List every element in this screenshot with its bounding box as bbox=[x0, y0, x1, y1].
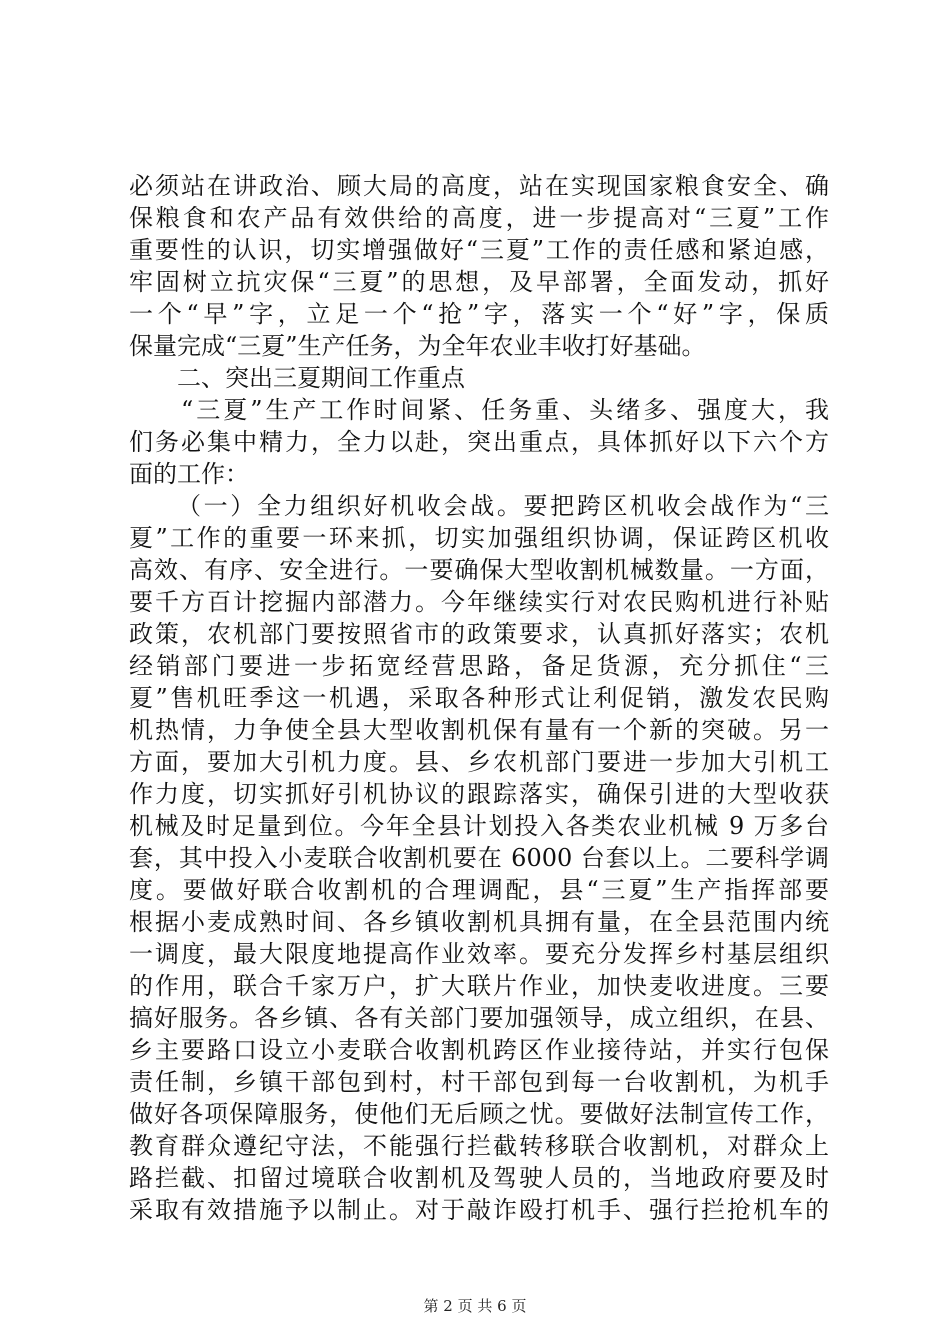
text-line: 一调度，最大限度地提高作业效率。要充分发挥乡村基层组织 bbox=[129, 940, 829, 968]
body-text bbox=[129, 170, 829, 1226]
section-heading: 二、突出三夏期间工作重点 bbox=[177, 364, 465, 392]
text-line: 夏”工作的重要一环来抓，切实加强组织协调，保证跨区机收 bbox=[129, 524, 829, 552]
text-line: 方面，要加大引机力度。县、乡农机部门要进一步加大引机工 bbox=[129, 748, 829, 776]
text-line: 保粮食和农产品有效供给的高度，进一步提高对“三夏”工作 bbox=[129, 204, 829, 232]
text-line: 做好各项保障服务，使他们无后顾之忧。要做好法制宣传工作， bbox=[129, 1100, 829, 1128]
page-number-footer: 第 2 页 共 6 页 bbox=[423, 1297, 527, 1315]
text-line: 路拦截、扣留过境联合收割机及驾驶人员的，当地政府要及时 bbox=[129, 1164, 829, 1192]
text-line: 重要性的认识，切实增强做好“三夏”工作的责任感和紧迫感， bbox=[129, 236, 829, 264]
text-line: 牢固树立抗灾保“三夏”的思想，及早部署，全面发动，抓好 bbox=[129, 268, 829, 296]
text-line: 保量完成“三夏”生产任务，为全年农业丰收打好基础。 bbox=[129, 332, 706, 360]
text-line: 作力度，切实抓好引机协议的跟踪落实，确保引进的大型收获 bbox=[129, 780, 829, 808]
subsection-heading: （一）全力组织好机收会战。要把跨区机收会战作为“三 bbox=[177, 492, 829, 520]
text-line: 机热情，力争使全县大型收割机保有量有一个新的突破。另一 bbox=[129, 716, 829, 744]
text-line: 必须站在讲政治、顾大局的高度，站在实现国家粮食安全、确 bbox=[129, 172, 829, 200]
text-line: 夏”售机旺季这一机遇，采取各种形式让利促销，激发农民购 bbox=[129, 684, 829, 712]
text-line: 采取有效措施予以制止。对于敲诈殴打机手、强行拦抢机车的 bbox=[129, 1196, 829, 1224]
text-line: 高效、有序、安全进行。一要确保大型收割机械数量。一方面， bbox=[129, 556, 829, 584]
text-line: 教育群众遵纪守法，不能强行拦截转移联合收割机，对群众上 bbox=[129, 1132, 829, 1160]
text-line: 机械及时足量到位。今年全县计划投入各类农业机械 9 万多台 bbox=[129, 812, 829, 840]
text-line: 责任制，乡镇干部包到村，村干部包到每一台收割机，为机手 bbox=[129, 1068, 829, 1096]
text-line: 们务必集中精力，全力以赴，突出重点，具体抓好以下六个方 bbox=[129, 428, 829, 456]
text-line: “三夏”生产工作时间紧、任务重、头绪多、强度大，我 bbox=[181, 396, 829, 424]
text-line: 乡主要路口设立小麦联合收割机跨区作业接待站，并实行包保 bbox=[129, 1036, 829, 1064]
text-line: 一个“早”字，立足一个“抢”字，落实一个“好”字，保质 bbox=[129, 300, 829, 328]
text-line: 要千方百计挖掘内部潜力。今年继续实行对农民购机进行补贴 bbox=[129, 588, 829, 616]
text-line: 搞好服务。各乡镇、各有关部门要加强领导，成立组织，在县、 bbox=[129, 1004, 829, 1032]
text-line: 的作用，联合千家万户，扩大联片作业，加快麦收进度。三要 bbox=[129, 972, 829, 1000]
text-line: 政策，农机部门要按照省市的政策要求，认真抓好落实；农机 bbox=[129, 620, 829, 648]
text-line: 度。要做好联合收割机的合理调配，县“三夏”生产指挥部要 bbox=[129, 876, 829, 904]
text-line: 面的工作： bbox=[129, 460, 249, 488]
text-line: 根据小麦成熟时间、各乡镇收割机具拥有量，在全县范围内统 bbox=[129, 908, 829, 936]
text-line: 经销部门要进一步拓宽经营思路，备足货源，充分抓住“三 bbox=[129, 652, 829, 680]
text-line: 套，其中投入小麦联合收割机要在 6000 台套以上。二要科学调 bbox=[129, 844, 829, 872]
